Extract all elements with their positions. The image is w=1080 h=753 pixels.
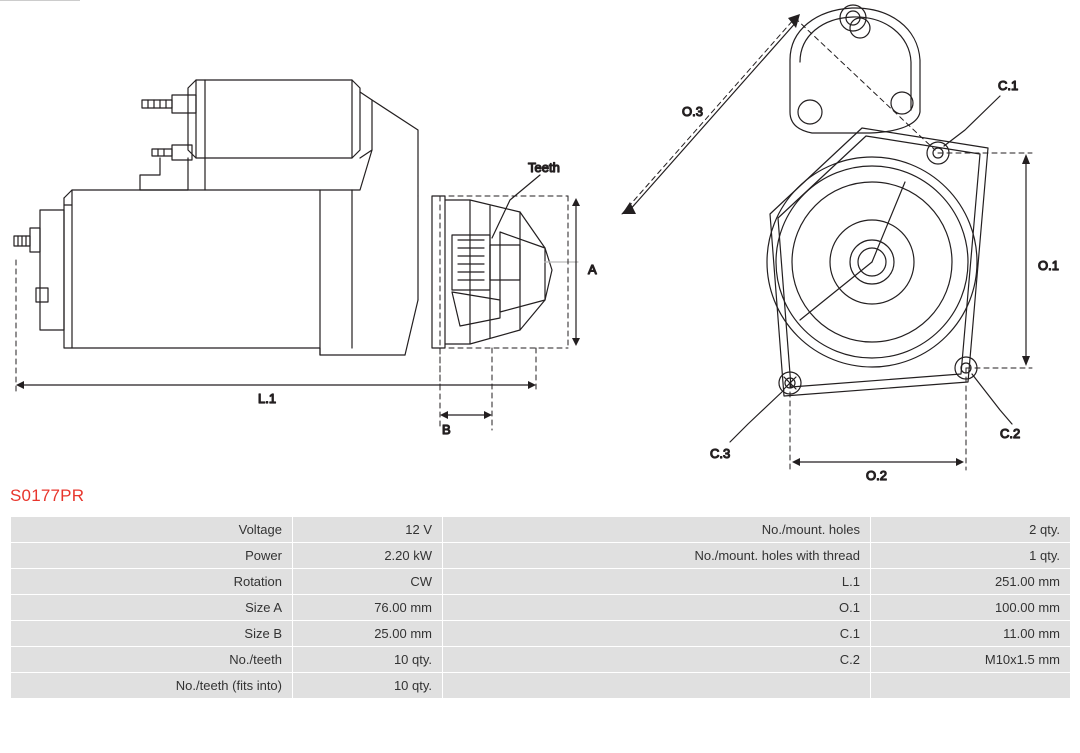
spec-label: No./mount. holes	[443, 517, 871, 543]
table-row	[11, 647, 1071, 673]
spec-value: 11.00 mm	[871, 621, 1071, 647]
spec-value: 12 V	[293, 517, 443, 543]
label-l1: L.1	[258, 391, 277, 406]
table-row	[11, 621, 1071, 647]
spec-value: 2.20 kW	[293, 543, 443, 569]
specifications-table	[10, 516, 1070, 699]
label-c2: C.2	[1000, 426, 1021, 441]
label-c1: C.1	[998, 78, 1019, 93]
table-row	[11, 569, 1071, 595]
spec-value: 1 qty.	[871, 543, 1071, 569]
spec-value: 251.00 mm	[871, 569, 1071, 595]
spec-label: No./mount. holes with thread	[443, 543, 871, 569]
page-title: S0177PR	[10, 486, 85, 505]
label-o2: O.2	[866, 468, 887, 483]
spec-value: CW	[293, 569, 443, 595]
spec-value: 10 qty.	[293, 647, 443, 673]
label-o3: O.3	[682, 104, 703, 119]
spec-empty-cell	[871, 673, 1071, 699]
table-row	[11, 543, 1071, 569]
spec-label: Size A	[11, 595, 293, 621]
spec-value: 2 qty.	[871, 517, 1071, 543]
spec-value: M10x1.5 mm	[871, 647, 1071, 673]
spec-label: No./teeth	[11, 647, 293, 673]
spec-label: Size B	[11, 621, 293, 647]
spec-value: 100.00 mm	[871, 595, 1071, 621]
table-row	[11, 673, 1071, 699]
spec-value: 76.00 mm	[293, 595, 443, 621]
label-b: B	[442, 422, 451, 437]
label-a: A	[588, 262, 597, 277]
label-teeth: Teeth	[528, 160, 560, 175]
spec-label: Power	[11, 543, 293, 569]
spec-empty-cell	[443, 673, 871, 699]
spec-label: L.1	[443, 569, 871, 595]
spec-label: C.2	[443, 647, 871, 673]
spec-label: Rotation	[11, 569, 293, 595]
label-o1: O.1	[1038, 258, 1059, 273]
spec-label: C.1	[443, 621, 871, 647]
label-c3: C.3	[710, 446, 731, 461]
spec-label: No./teeth (fits into)	[11, 673, 293, 699]
table-row	[11, 595, 1071, 621]
spec-value: 10 qty.	[293, 673, 443, 699]
spec-label: Voltage	[11, 517, 293, 543]
spec-label: O.1	[443, 595, 871, 621]
table-row	[11, 517, 1071, 543]
spec-value: 25.00 mm	[293, 621, 443, 647]
